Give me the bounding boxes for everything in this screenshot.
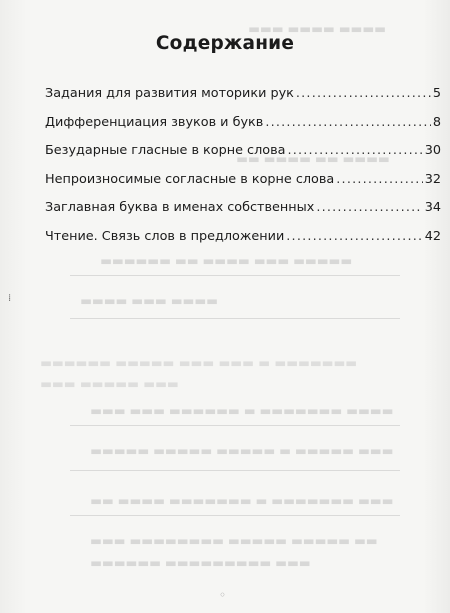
toc-entry-label: Безударные гласные в корне слова xyxy=(45,143,286,158)
toc-entry[interactable] xyxy=(45,143,441,172)
table-of-contents xyxy=(45,86,441,257)
toc-entry-label: Дифференциация звуков и букв xyxy=(45,114,264,130)
show-through-text: ▬▬▬ ▬▬▬▬▬ ▬ ▬▬▬▬▬ ▬▬▬▬▬ ▬▬▬▬▬ xyxy=(90,443,394,458)
show-through-text: ▬▬▬▬ ▬▬▬ ▬▬▬▬ xyxy=(80,293,218,308)
toc-leader-dots xyxy=(336,172,422,187)
show-through-rule xyxy=(70,318,400,319)
page-title: Содержание xyxy=(155,33,295,54)
toc-entry-page: 42 xyxy=(424,228,441,244)
show-through-text: ▬▬ ▬▬▬▬▬ ▬▬▬▬▬ ▬▬▬▬▬▬▬▬ ▬▬▬ xyxy=(90,533,378,548)
toc-leader-dots xyxy=(265,115,431,130)
show-through-text: ▬▬▬▬ ▬▬▬▬▬▬▬ ▬ ▬▬▬▬▬▬ ▬▬▬ ▬▬▬ xyxy=(90,403,394,418)
page-edge-mark: ⁞ xyxy=(8,293,12,304)
toc-entry-page: 32 xyxy=(424,171,441,187)
toc-leader-dots xyxy=(286,229,422,244)
toc-entry[interactable] xyxy=(45,115,441,144)
toc-entry-page: 34 xyxy=(424,200,441,215)
show-through-rule xyxy=(70,470,400,471)
toc-entry-label: Непроизносимые согласные в корне слова xyxy=(45,171,335,187)
toc-entry[interactable] xyxy=(45,172,441,201)
show-through-text: ▬▬▬ ▬▬▬▬▬▬▬▬▬ ▬▬▬▬▬▬ xyxy=(90,555,311,570)
show-through-text: ▬▬▬▬▬▬▬ ▬ ▬▬▬ ▬▬▬ ▬▬▬▬▬ ▬▬▬▬▬▬ xyxy=(40,355,358,370)
toc-leader-dots xyxy=(287,143,422,158)
toc-entry-label: Чтение. Связь слов в предложении xyxy=(45,228,285,244)
show-through-page-number: ◦ xyxy=(219,588,227,602)
show-through-text: ▬▬▬▬▬ ▬▬▬ ▬▬▬▬ ▬▬ ▬▬▬▬▬▬ xyxy=(100,253,353,268)
show-through-text: ▬▬▬ ▬▬▬▬▬▬▬ ▬ ▬▬▬▬▬▬▬ ▬▬▬▬ ▬▬ xyxy=(90,493,394,508)
toc-leader-dots xyxy=(296,86,431,101)
show-through-rule xyxy=(70,275,400,276)
toc-entry[interactable] xyxy=(45,200,441,229)
show-through-rule xyxy=(70,425,400,426)
show-through-rule xyxy=(70,515,400,516)
show-through-text: ▬▬▬▬ ▬▬ ▬▬▬▬ ▬▬ xyxy=(236,151,390,166)
toc-entry-label: Задания для развития моторики рук xyxy=(45,86,294,101)
toc-entry-page: 8 xyxy=(432,114,441,130)
toc-leader-dots xyxy=(316,200,422,215)
toc-entry-page: 5 xyxy=(432,86,441,101)
toc-entry[interactable] xyxy=(45,86,441,115)
show-through-text: ▬▬▬▬ ▬▬▬▬ ▬▬▬ xyxy=(248,21,386,36)
toc-entry-label: Заглавная буква в именах собственных xyxy=(45,200,315,215)
toc-entry-page: 30 xyxy=(424,143,441,158)
toc-entry[interactable] xyxy=(45,229,441,258)
show-through-text: ▬▬▬ ▬▬▬▬▬ ▬▬▬ xyxy=(40,376,179,391)
